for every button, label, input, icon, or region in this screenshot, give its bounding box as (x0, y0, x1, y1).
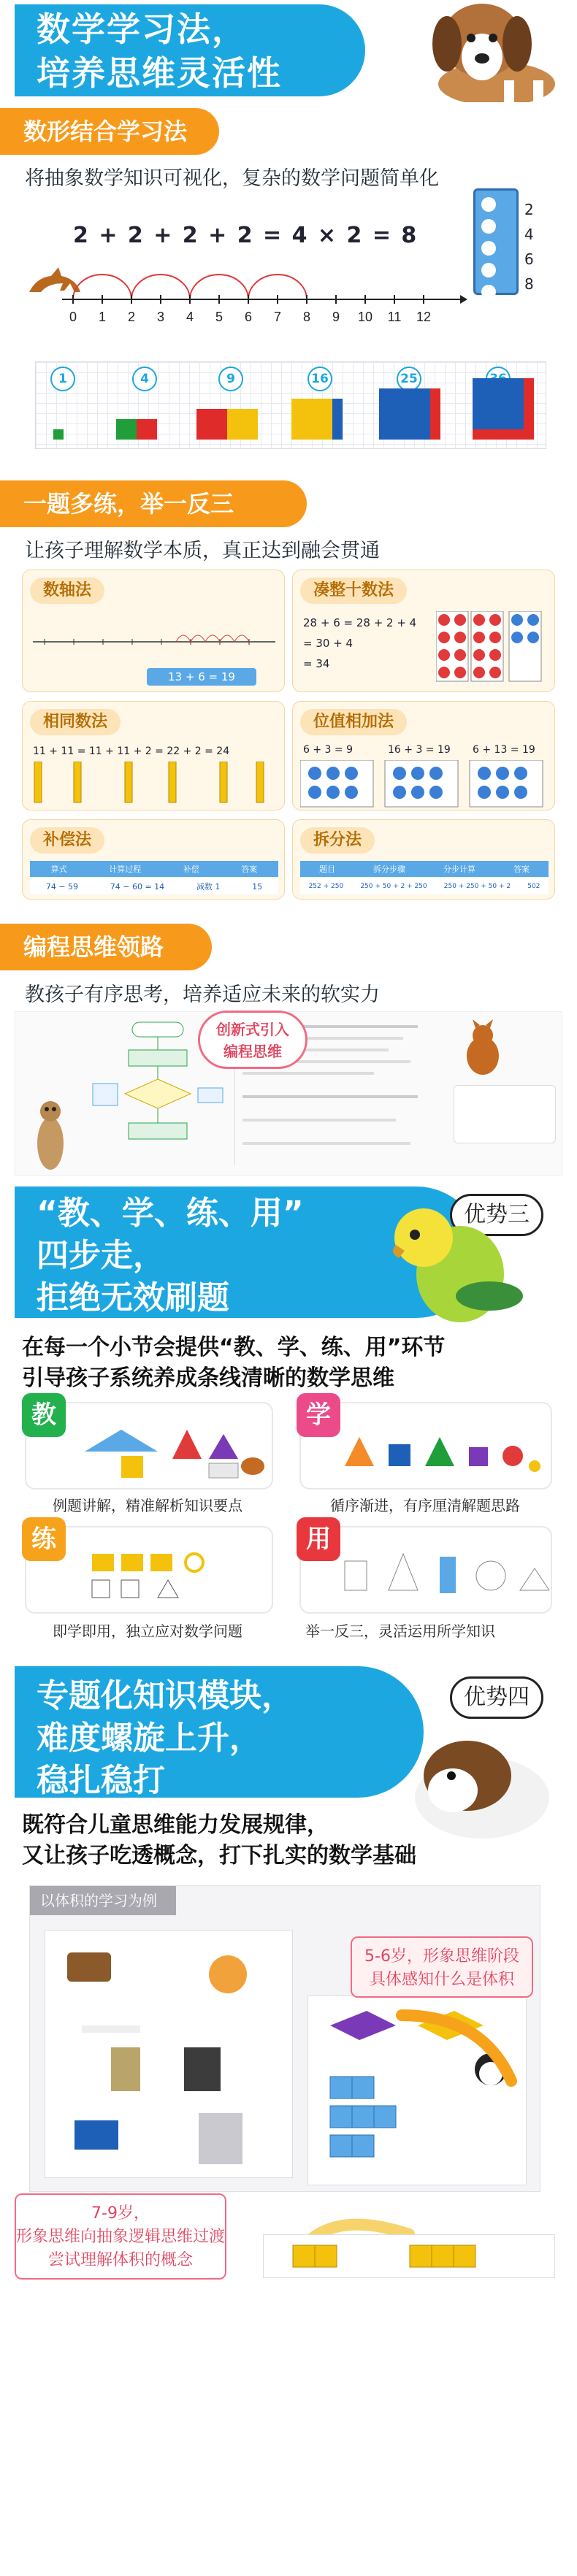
square-number-16: 16 (307, 367, 332, 391)
card-label: 数轴法 (30, 578, 104, 604)
tick-11: 11 (387, 310, 402, 324)
learn-card (299, 1402, 552, 1490)
dot-array (473, 188, 519, 295)
section-subtitle-3: 教孩子有序思考，培养适应未来的软实力 (25, 984, 380, 1006)
tick-2: 2 (127, 310, 136, 324)
left-page (45, 1930, 293, 2178)
beagle-puppy-image (387, 0, 562, 102)
card-number-line-method (22, 570, 285, 692)
dot-array-labels: 2 4 6 8 (524, 201, 534, 293)
adv4-title-line3: 稳扎稳打 (37, 1762, 165, 1799)
teach-badge: 教 (22, 1393, 66, 1437)
split-header-row: 题目 拆分步骤 分步计算 答案 (300, 861, 549, 877)
next-page-preview (263, 2234, 555, 2278)
place-value-eq-2: 16 + 3 = 19 (388, 744, 451, 756)
adv3-body-line1: 在每一个小节会提供“教、学、练、用”环节 (22, 1335, 446, 1360)
tick-7: 7 (273, 310, 282, 324)
programming-spread (15, 1011, 562, 1176)
apply-shapes (316, 1539, 549, 1605)
same-number-line: 11 + 11 = 11 + 11 + 2 = 22 + 2 = 24 (33, 745, 230, 757)
parakeet-image (380, 1194, 526, 1333)
number-line-mini (30, 613, 278, 664)
guinea-pig-image (409, 1717, 555, 1841)
card-make-ten-method (292, 570, 555, 692)
square-number-1: 1 (50, 367, 75, 391)
tick-6: 6 (244, 310, 253, 324)
apply-card (299, 1526, 552, 1614)
section-tag-multi-practice: 一题多练，举一反三 (0, 480, 307, 527)
innovative-bubble: 创新式引入 编程思维 (198, 1011, 307, 1069)
tick-1: 1 (98, 310, 107, 324)
tick-8: 8 (302, 310, 311, 324)
header-banner (0, 0, 577, 102)
card-label: 位值相加法 (300, 709, 407, 735)
adv3-title-line3: 拒绝无效刷题 (37, 1279, 229, 1316)
tick-4: 4 (186, 310, 194, 324)
tick-5: 5 (215, 310, 223, 324)
card-compensation-method (22, 819, 285, 900)
number-line-diagram (22, 248, 467, 329)
adv4-body-line1: 既符合儿童思维能力发展规律， (22, 1812, 329, 1838)
adv4-body-line2: 又让孩子吃透概念，打下扎实的数学基础 (22, 1843, 416, 1868)
split-data-row: 252 + 250 250 + 50 + 2 + 250 250 + 250 + 50 + 2 502 (300, 878, 549, 894)
adv4-badge: 优势四 (450, 1676, 543, 1719)
adv4-title-line1: 专题化知识模块， (37, 1677, 294, 1714)
advantage-four-section (0, 1666, 577, 1798)
card-place-value-method (292, 701, 555, 810)
cube-preview (264, 2235, 556, 2279)
left-page-illustrations (53, 1938, 286, 2171)
card-label: 补偿法 (30, 827, 104, 854)
fox-image (454, 1019, 519, 1078)
place-value-eq-3: 6 + 13 = 19 (473, 744, 535, 756)
tick-0: 0 (69, 310, 77, 324)
adv4-title-line2: 难度螺旋上升， (37, 1720, 261, 1757)
example-title: 以体积的学习为例 (30, 1886, 176, 1915)
square-number-25: 25 (397, 367, 421, 391)
card-label: 相同数法 (30, 709, 121, 735)
ten-frames (436, 611, 546, 684)
learn-badge: 学 (297, 1393, 340, 1437)
section-subtitle-2: 让孩子理解数学本质，真正达到融会贯通 (25, 540, 380, 562)
square-number-4: 4 (132, 367, 157, 391)
adv3-badge: 优势三 (450, 1194, 543, 1236)
header-title-line2: 培养思维灵活性 (37, 53, 282, 93)
practice-badge: 练 (22, 1517, 66, 1561)
card-label: 凑整十数法 (300, 578, 407, 604)
age-7-9-box: 7-9岁， 形象思维向抽象逻辑思维过渡 尝试理解体积的概念 (15, 2193, 226, 2280)
adv3-title-line1: “教、学、练、用” (37, 1195, 304, 1232)
square-numbers-grid (35, 361, 546, 449)
card-splitting-method (292, 819, 555, 900)
compensation-header-row: 算式 计算过程 补偿 答案 (30, 861, 278, 877)
practice-card (25, 1526, 273, 1614)
tick-3: 3 (156, 310, 165, 324)
learn-shapes (316, 1415, 549, 1481)
adv3-title-line2: 四步走， (37, 1237, 165, 1274)
section-tag-programming: 编程思维领路 (0, 924, 212, 970)
apply-caption: 举一反三，灵活运用所学知识 (305, 1622, 495, 1640)
section-tag-shape-number: 数形结合学习法 (0, 108, 219, 155)
teach-shapes (34, 1415, 267, 1481)
practice-shapes (34, 1539, 267, 1605)
header-title-line1: 数学学习法， (37, 9, 247, 49)
teach-caption: 例题讲解，精准解析知识要点 (53, 1497, 242, 1514)
tick-12: 12 (416, 310, 432, 324)
card-label: 拆分法 (300, 827, 375, 854)
section-subtitle: 将抽象数学知识可视化，复杂的数学问题简单化 (25, 167, 439, 190)
make-ten-lines: 28 + 6 = 28 + 2 + 4 = 30 + 4 = 34 (303, 616, 417, 670)
tick-10: 10 (357, 310, 373, 324)
age-5-6-box: 5-6岁，形象思维阶段 具体感知什么是体积 (351, 1936, 533, 1998)
adv3-body-line2: 引导孩子系统养成条线清晰的数学思维 (22, 1365, 394, 1391)
settings-panel (454, 1085, 556, 1143)
meerkat-image (21, 1085, 80, 1173)
tick-9: 9 (332, 310, 340, 324)
square-number-9: 9 (218, 367, 243, 391)
square-blocks (36, 362, 547, 450)
place-value-frames (300, 760, 549, 808)
apply-badge: 用 (297, 1517, 340, 1561)
kangaroo-icon (29, 267, 80, 292)
card-same-number-method (22, 701, 285, 810)
number-line-result: 13 + 6 = 19 (147, 668, 256, 686)
practice-caption: 即学即用，独立应对数学问题 (53, 1622, 242, 1640)
addition-equation: 2 + 2 + 2 + 2 = 4 × 2 = 8 (73, 223, 419, 248)
learn-caption: 循序渐进，有序厘清解题思路 (330, 1497, 520, 1514)
compensation-data-row: 74 − 59 74 − 60 = 14 减数 1 15 (30, 878, 278, 894)
advantage-three-section (0, 1187, 577, 1318)
place-value-eq-1: 6 + 3 = 9 (303, 744, 353, 756)
bead-bars (30, 762, 278, 805)
teach-card (25, 1402, 273, 1490)
curved-arrow-1 (394, 2001, 555, 2103)
